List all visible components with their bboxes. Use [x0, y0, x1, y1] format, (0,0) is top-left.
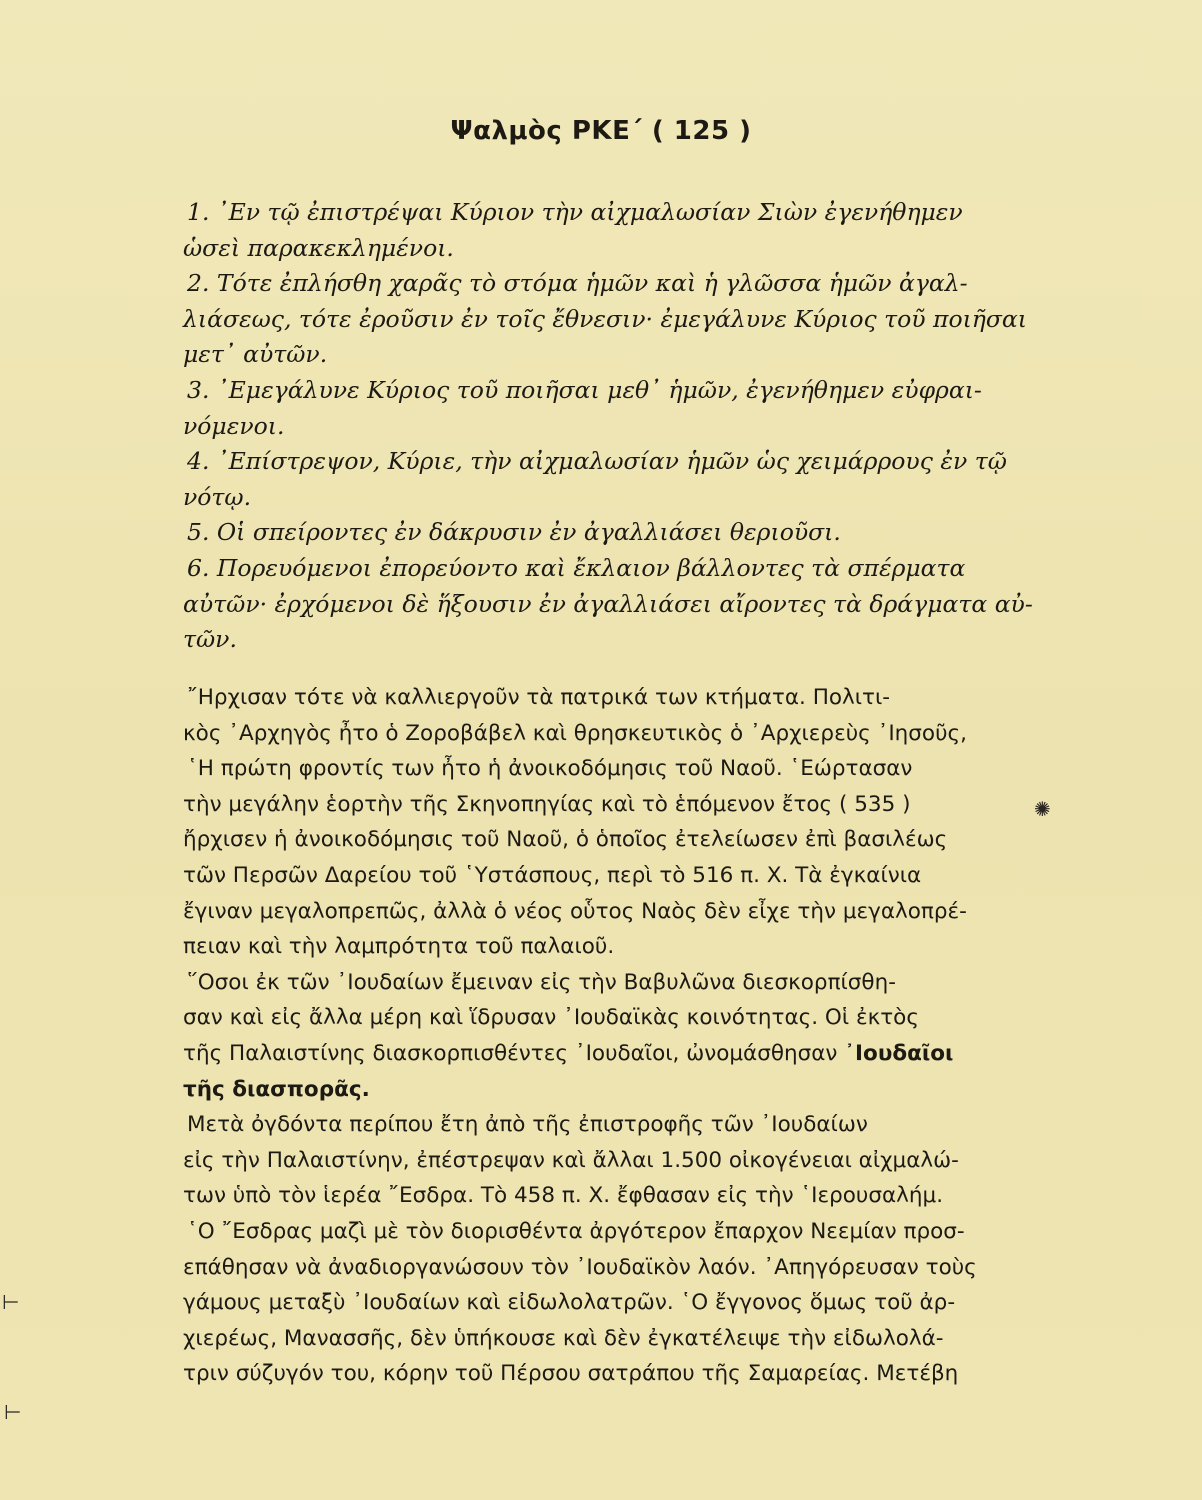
prose-line: ῎Ηρχισαν τότε νὰ καλλιεργοῦν τὰ πατρικά των κτήματα. Πολιτι- [187, 685, 890, 710]
prose-line: Μετὰ ὀγδόντα περίπου ἔτη ἀπὸ τῆς ἐπιστροφῆς τῶν ᾿Ιουδαίων [187, 1112, 868, 1138]
psalm-line: 1. ᾿Εν τῷ ἐπιστρέψαι Κύριον τὴν αἰχμαλωσίαν Σιὼν ἐγενήθημεν [187, 198, 963, 226]
psalm-line: τῶν. [183, 625, 237, 654]
psalm-line: 4. ᾿Επίστρεψον, Κύριε, τὴν αἰχμαλωσίαν ἡμῶν ὡς χειμάρρους ἐν τῷ [187, 447, 1007, 476]
bold-term-diaspora: τῆς διασπορᾶς. [183, 1076, 370, 1102]
prose-line-with-bold [183, 1036, 993, 1072]
psalm-line: νόμενοι. [183, 411, 285, 440]
psalm-text [183, 195, 1033, 658]
prose-line: ἤρχισεν ἡ ἀνοικοδόμησις τοῦ Ναοῦ, ὁ ὁποῖος ἐτελείωσεν ἐπὶ βασιλέως [183, 827, 948, 853]
psalm-line: 6. Πορευόμενοι ἐπορεύοντο καὶ ἔκλαιον βάλλοντες τὰ σπέρματα [187, 553, 966, 582]
prose-line: τῶν Περσῶν Δαρείου τοῦ ῾Υστάσπους, περὶ τὸ 516 π. Χ. Τὰ ἐγκαίνια [183, 862, 922, 888]
prose-line: σαν καὶ εἰς ἄλλα μέρη καὶ ἵδρυσαν ᾿Ιουδαϊκὰς κοινότητας. Οἱ ἐκτὸς [183, 1005, 919, 1031]
prose-line: των ὑπὸ τὸν ἱερέα ῎Εσδρα. Τὸ 458 π. Χ. ἔφθασαν εἰς τὴν ῾Ιερουσαλήμ. [183, 1183, 944, 1209]
psalm-line: αὐτῶν· ἐρχόμενοι δὲ ἥξουσιν ἐν ἀγαλλιάσει αἴροντες τὰ δράγματα αὐ- [183, 589, 1033, 618]
prose-line: ῞Οσοι ἐκ τῶν ᾿Ιουδαίων ἔμειναν εἰς τὴν Βαβυλῶνα διεσκορπίσθη- [187, 969, 896, 995]
page-title: Ψαλμὸς ΡΚΕ΄ ( 125 ) [450, 116, 752, 146]
psalm-line: λιάσεως, τότε ἐροῦσιν ἐν τοῖς ἔθνεσιν· ἐμεγάλυνε Κύριος τοῦ ποιῆσαι [183, 304, 1028, 333]
prose-line: κὸς ᾿Αρχηγὸς ἦτο ὁ Ζοροβάβελ καὶ θρησκευτικὸς ὁ ᾿Αρχιερεὺς ᾿Ιησοῦς, [183, 720, 967, 746]
prose-line-text: τῆς Παλαιστίνης διασκορπισθέντες ᾿Ιουδαῖοι, ὠνομάσθησαν [183, 1040, 838, 1066]
bold-term-jews: ᾿Ιουδαῖοι [844, 1040, 954, 1066]
binding-mark-icon: ⊢ [4, 1400, 22, 1424]
prose-line: χιερέως, Μανασσῆς, δὲν ὑπήκουσε καὶ δὲν ἐγκατέλειψε τὴν εἰδωλολά- [183, 1325, 944, 1351]
margin-ornament-icon: ✺ [1034, 797, 1051, 821]
prose-line: εἰς τὴν Παλαιστίνην, ἐπέστρεψαν καὶ ἄλλαι 1.500 οἰκογένειαι αἰχμαλώ- [183, 1147, 959, 1173]
prose-line: γάμους μεταξὺ ᾿Ιουδαίων καὶ εἰδωλολατρῶν. ῾Ο ἔγγονος ὅμως τοῦ ἀρ- [183, 1290, 956, 1316]
prose-line: πειαν καὶ τὴν λαμπρότητα τοῦ παλαιοῦ. [183, 934, 615, 960]
prose-line: τὴν μεγάλην ἑορτὴν τῆς Σκηνοπηγίας καὶ τὸ ἑπόμενον ἔτος ( 535 ) [183, 791, 911, 817]
prose-text [183, 680, 993, 1392]
psalm-line: ὡσεὶ παρακεκλημένοι. [183, 233, 454, 262]
psalm-line: 5. Οἱ σπείροντες ἐν δάκρυσιν ἐν ἀγαλλιάσει θεριοῦσι. [187, 518, 841, 547]
prose-line: τριν σύζυγόν του, κόρην τοῦ Πέρσου σατράπου τῆς Σαμαρείας. Μετέβη [183, 1361, 959, 1387]
binding-mark-icon: ⊢ [2, 1290, 20, 1314]
psalm-line: νότῳ. [183, 482, 252, 511]
prose-line: ἔγιναν μεγαλοπρεπῶς, ἀλλὰ ὁ νέος οὗτος Ναὸς δὲν εἶχε τὴν μεγαλοπρέ- [183, 898, 967, 924]
psalm-line: μετ᾿ αὐτῶν. [183, 340, 328, 369]
psalm-line: 2. Τότε ἐπλήσθη χαρᾶς τὸ στόμα ἡμῶν καὶ ἡ γλῶσσα ἡμῶν ἀγαλ- [187, 269, 968, 298]
prose-line: ῾Η πρώτη φροντίς των ἦτο ἡ ἀνοικοδόμησις τοῦ Ναοῦ. ῾Εώρτασαν [187, 756, 913, 782]
psalm-line: 3. ᾿Εμεγάλυνε Κύριος τοῦ ποιῆσαι μεθ᾿ ἡμῶν, ἐγενήθημεν εὐφραι- [187, 375, 982, 404]
prose-line: επάθησαν νὰ ἀναδιοργανώσουν τὸν ᾿Ιουδαϊκὸν λαόν. ᾿Απηγόρευσαν τοὺς [183, 1254, 977, 1280]
prose-line: ῾Ο ῎Εσδρας μαζὶ μὲ τὸν διορισθέντα ἀργότερον ἔπαρχον Νεεμίαν προσ- [187, 1218, 965, 1244]
